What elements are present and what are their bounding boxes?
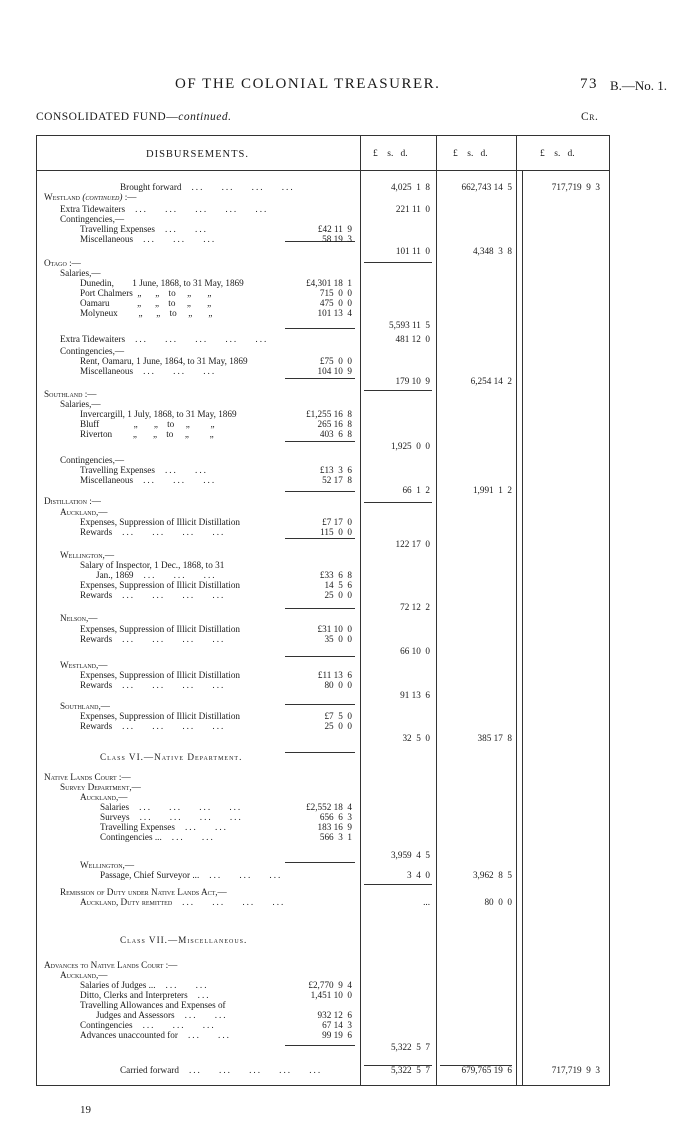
amount-inner: 80 0 0 [324,680,352,690]
dot-leader: ... ... ... ... [139,802,243,812]
side-label: Cr. [581,111,599,123]
amount-col3: 3,962 8 5 [472,870,512,880]
row-label: Contingencies ... ... ... [80,1020,216,1030]
amount-col2: 91 13 6 [400,690,430,700]
row-label: Travelling Allowances and Expenses of [80,1000,226,1010]
col4-header: £ s. d. [540,149,575,159]
row-label: Travelling Expenses ... ... [100,822,228,832]
amount-inner: 67 14 3 [322,1020,352,1030]
page-title: OF THE COLONIAL TREASURER. [175,76,441,92]
row-label: Rewards ... ... ... ... [80,590,226,600]
amount-inner: 932 12 6 [317,1010,352,1020]
row-label: Auckland,— [60,507,108,517]
dot-leader: ... ... [171,832,215,842]
amount-inner: £7 5 0 [324,711,352,721]
dot-leader: ... ... [187,1030,231,1040]
row-label: Southland,— [60,701,110,711]
dot-leader: ... ... ... [143,475,217,485]
row-label: Travelling Expenses ... ... [80,465,208,475]
row-label: Extra Tidewaiters ... ... ... ... ... [60,334,269,344]
row-label: Remission of Duty under Native Lands Act,— [60,887,227,897]
page-number: 73 [580,76,598,92]
dot-leader: ... ... ... ... [122,590,226,600]
row-label: Auckland, Duty remitted ... ... ... ... [80,897,286,907]
amount-inner: 104 10 9 [317,366,352,376]
row-label: Salaries of Judges ... ... ... [80,980,209,990]
row-label: Dunedin, 1 June, 1868, to 31 May, 1869 [80,278,244,288]
amount-col3: 679,765 19 6 [461,1065,512,1075]
row-label: Expenses, Suppression of Illicit Distillation [80,670,241,680]
amount-inner: 101 13 4 [317,308,352,318]
amount-inner: 475 0 0 [319,298,352,308]
row-label: Class VII.—Miscellaneous. [120,935,248,945]
amount-col2: 122 17 0 [395,539,430,549]
amount-inner: £33 6 8 [319,570,352,580]
document-reference: B.—No. 1. [610,78,668,93]
row-label: Wellington,— [60,550,115,560]
row-label: Miscellaneous ... ... ... [80,234,217,244]
row-label: Salary of Inspector, 1 Dec., 1868, to 31 [80,560,225,570]
row-label: Auckland,— [80,792,128,802]
col2-header: £ s. d. [373,149,408,159]
amount-col2: 72 12 2 [400,602,430,612]
amount-inner: 35 0 0 [324,634,352,644]
amount-inner: 52 17 8 [322,475,352,485]
row-label: Oamaru „ „ to „ „ [80,298,212,308]
dot-leader: ... ... [164,465,208,475]
amount-inner: £31 10 0 [317,624,352,634]
row-label: Class VI.—Native Department. [100,752,243,762]
amount-inner: 566 3 1 [319,832,352,842]
row-label: Port Chalmers „ „ to „ „ [80,288,212,298]
dot-leader: ... ... ... ... ... [188,1065,323,1075]
row-label: Salaries,— [60,268,101,278]
amount-col4: 717,719 9 3 [551,182,600,192]
dot-leader: ... ... ... [209,870,283,880]
amount-col3: 1,991 1 2 [472,485,512,495]
row-label: Salaries ... ... ... ... [100,802,243,812]
row-label: Otago :— [44,258,81,268]
amount-col2: 66 10 0 [400,646,430,656]
row-label: Distillation :— [44,496,101,506]
dot-leader: ... ... ... ... [122,721,226,731]
row-label: Expenses, Suppression of Illicit Distillation [80,624,241,634]
amount-inner: £2,770 9 4 [308,980,352,990]
amount-col2: 481 12 0 [395,334,430,344]
dot-leader: ... ... [184,822,228,832]
dot-leader: ... ... [164,224,208,234]
row-label: Miscellaneous ... ... ... [80,475,217,485]
row-label: Rewards ... ... ... ... [80,721,226,731]
amount-inner: 115 0 0 [320,527,352,537]
row-label: Rewards ... ... ... ... [80,634,226,644]
row-label: Westland,— [60,660,108,670]
amount-inner: 656 6 3 [319,812,352,822]
row-label: Wellington,— [80,860,135,870]
row-label: Brought forward ... ... ... ... [120,182,295,192]
dot-leader: ... ... [184,1010,228,1020]
dot-leader: ... ... ... ... ... [135,334,269,344]
amount-inner: £1,255 16 8 [306,409,352,419]
row-label: Expenses, Suppression of Illicit Distillation [80,517,241,527]
amount-col3: 385 17 8 [477,733,512,743]
row-label: Molyneux „ „ to „ „ [80,308,213,318]
row-label: Advances to Native Lands Court :— [44,960,178,970]
dot-leader: ... ... ... ... ... [135,204,269,214]
amount-inner: 58 19 3 [322,234,352,244]
amount-inner: £7 17 0 [322,517,352,527]
col3-header: £ s. d. [453,149,488,159]
row-label: Nelson,— [60,613,98,623]
amount-inner: £2,552 18 4 [306,802,352,812]
row-label: Expenses, Suppression of Illicit Distillation [80,580,241,590]
amount-inner: 14 5 6 [324,580,352,590]
amount-inner: 1,451 10 0 [310,990,352,1000]
dot-leader: ... ... ... [142,1020,216,1030]
amount-col2: 5,322 5 7 [390,1065,430,1075]
sheet-number: 19 [80,1104,91,1116]
dot-leader: ... ... ... ... [191,182,295,192]
amount-inner: £42 11 9 [317,224,352,234]
dot-leader: ... ... ... [143,366,217,376]
row-label: Bluff „ „ to „ „ [80,419,215,429]
dot-leader: ... [197,990,211,1000]
amount-col3: 6,254 14 2 [470,376,512,386]
dot-leader: ... ... [165,980,209,990]
dot-leader: ... ... ... ... [182,897,286,907]
row-label: Rewards ... ... ... ... [80,680,226,690]
row-label: Riverton „ „ to „ „ [80,429,214,439]
amount-col3: 80 0 0 [484,897,512,907]
row-label: Carried forward ... ... ... ... ... [120,1065,323,1075]
row-label: Advances unaccounted for ... ... [80,1030,231,1040]
row-label: Survey Department,— [60,782,141,792]
amount-inner: 25 0 0 [324,590,352,600]
amount-inner: £11 13 6 [317,670,352,680]
row-label: Extra Tidewaiters ... ... ... ... ... [60,204,269,214]
row-label: Judges and Assessors ... ... [96,1010,228,1020]
row-label: Invercargill, 1 July, 1868, to 31 May, 1869 [80,409,237,419]
amount-col3: 4,348 3 8 [472,246,512,256]
amount-inner: 265 16 8 [317,419,352,429]
amount-col2: 1,925 0 0 [390,441,430,451]
amount-inner: 715 0 0 [319,288,352,298]
row-label: Expenses, Suppression of Illicit Distillation [80,711,241,721]
row-label: Surveys ... ... ... ... [100,812,243,822]
amount-col2: 32 5 0 [402,733,430,743]
amount-col2: 179 10 9 [395,376,430,386]
amount-col3: 662,743 14 5 [461,182,512,192]
row-label: Southland :— [44,389,97,399]
row-label: Native Lands Court :— [44,772,131,782]
dot-leader: ... ... ... ... [122,680,226,690]
dot-leader: ... ... ... ... [122,634,226,644]
amount-col4: 717,719 9 3 [551,1065,600,1075]
amount-inner: £75 0 0 [319,356,352,366]
dot-leader: ... ... ... [143,570,217,580]
row-label: Miscellaneous ... ... ... [80,366,217,376]
row-label: Contingencies,— [60,455,125,465]
dot-leader: ... ... ... ... [122,527,226,537]
amount-col2: ... [423,897,430,907]
amount-col2: 4,025 1 8 [390,182,430,192]
row-label: Contingencies,— [60,214,125,224]
row-label: Contingencies ... ... ... [100,832,215,842]
row-label: Jan., 1869 ... ... ... [96,570,217,580]
dot-leader: ... ... ... ... [139,812,243,822]
row-label: Rewards ... ... ... ... [80,527,226,537]
amount-inner: 25 0 0 [324,721,352,731]
amount-col2: 66 1 2 [402,485,430,495]
amount-col2: 221 11 0 [395,204,430,214]
disbursements-header: DISBURSEMENTS. [146,149,249,160]
amount-col2: 3,959 4 5 [390,850,430,860]
row-label: Ditto, Clerks and Interpreters ... [80,990,211,1000]
row-label: Westland (continued) :— [44,192,137,202]
row-label: Passage, Chief Surveyor ... ... ... ... [100,870,283,880]
row-label: Rent, Oamaru, 1 June, 1864, to 31 May, 1869 [80,356,248,366]
amount-col2: 3 4 0 [407,870,430,880]
row-label-italic: (continued) [80,192,123,202]
amount-col2: 101 11 0 [395,246,430,256]
row-label: Salaries,— [60,399,101,409]
amount-inner: 99 19 6 [322,1030,352,1040]
amount-col2: 5,593 11 5 [388,320,430,330]
amount-inner: £13 3 6 [319,465,352,475]
amount-inner: 183 16 9 [317,822,352,832]
dot-leader: ... ... ... [143,234,217,244]
row-label: Contingencies,— [60,346,125,356]
row-label: Auckland,— [60,970,108,980]
amount-inner: £4,301 18 1 [306,278,352,288]
row-label: Travelling Expenses ... ... [80,224,208,234]
amount-col2: 5,322 5 7 [390,1042,430,1052]
section-subtitle: CONSOLIDATED FUND—continued. [36,111,232,123]
amount-inner: 403 6 8 [319,429,352,439]
